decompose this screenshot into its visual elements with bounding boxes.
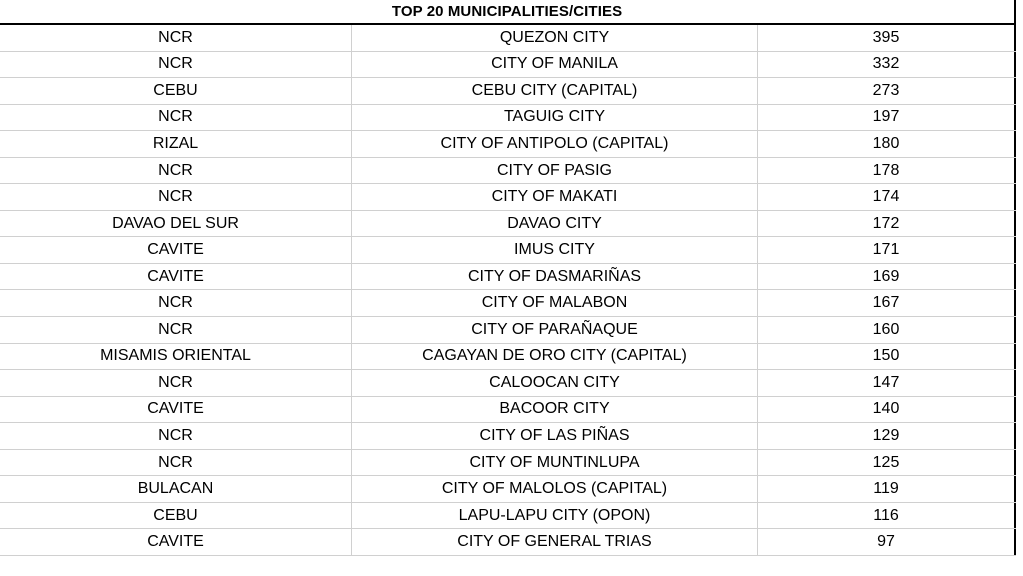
- province-cell[interactable]: NCR: [0, 25, 352, 51]
- province-cell[interactable]: CEBU: [0, 503, 352, 529]
- province-cell[interactable]: NCR: [0, 370, 352, 396]
- city-cell[interactable]: CITY OF LAS PIÑAS: [352, 423, 758, 449]
- table-title: TOP 20 MUNICIPALITIES/CITIES: [0, 0, 1016, 25]
- count-cell[interactable]: 125: [758, 450, 1016, 476]
- count-cell[interactable]: 178: [758, 158, 1016, 184]
- province-cell[interactable]: NCR: [0, 290, 352, 316]
- city-cell[interactable]: CITY OF PARAÑAQUE: [352, 317, 758, 343]
- table-row: [0, 105, 1016, 132]
- province-cell[interactable]: NCR: [0, 423, 352, 449]
- table-row: [0, 264, 1016, 291]
- table-row: [0, 344, 1016, 371]
- table-row: [0, 529, 1016, 556]
- city-cell[interactable]: CITY OF GENERAL TRIAS: [352, 529, 758, 555]
- province-cell[interactable]: CAVITE: [0, 397, 352, 423]
- province-cell[interactable]: NCR: [0, 317, 352, 343]
- count-cell[interactable]: 174: [758, 184, 1016, 210]
- count-cell[interactable]: 172: [758, 211, 1016, 237]
- table-row: [0, 131, 1016, 158]
- count-cell[interactable]: 147: [758, 370, 1016, 396]
- province-cell[interactable]: CAVITE: [0, 529, 352, 555]
- table-row: [0, 290, 1016, 317]
- table-row: [0, 237, 1016, 264]
- count-cell[interactable]: 167: [758, 290, 1016, 316]
- province-cell[interactable]: CEBU: [0, 78, 352, 104]
- city-cell[interactable]: QUEZON CITY: [352, 25, 758, 51]
- table-row: [0, 450, 1016, 477]
- count-cell[interactable]: 169: [758, 264, 1016, 290]
- count-cell[interactable]: 150: [758, 344, 1016, 370]
- province-cell[interactable]: MISAMIS ORIENTAL: [0, 344, 352, 370]
- table-row: [0, 370, 1016, 397]
- city-cell[interactable]: DAVAO CITY: [352, 211, 758, 237]
- table-row: [0, 78, 1016, 105]
- city-cell[interactable]: CITY OF MAKATI: [352, 184, 758, 210]
- province-cell[interactable]: NCR: [0, 184, 352, 210]
- province-cell[interactable]: BULACAN: [0, 476, 352, 502]
- city-cell[interactable]: LAPU-LAPU CITY (OPON): [352, 503, 758, 529]
- count-cell[interactable]: 197: [758, 105, 1016, 131]
- table-row: [0, 158, 1016, 185]
- count-cell[interactable]: 160: [758, 317, 1016, 343]
- province-cell[interactable]: NCR: [0, 105, 352, 131]
- count-cell[interactable]: 171: [758, 237, 1016, 263]
- table-row: [0, 476, 1016, 503]
- table-body: [0, 25, 1016, 556]
- city-cell[interactable]: CITY OF MANILA: [352, 52, 758, 78]
- table-row: [0, 317, 1016, 344]
- table-row: [0, 503, 1016, 530]
- count-cell[interactable]: 97: [758, 529, 1016, 555]
- city-cell[interactable]: CALOOCAN CITY: [352, 370, 758, 396]
- city-cell[interactable]: CITY OF MALOLOS (CAPITAL): [352, 476, 758, 502]
- city-cell[interactable]: CITY OF ANTIPOLO (CAPITAL): [352, 131, 758, 157]
- province-cell[interactable]: NCR: [0, 52, 352, 78]
- city-cell[interactable]: BACOOR CITY: [352, 397, 758, 423]
- city-cell[interactable]: CITY OF MALABON: [352, 290, 758, 316]
- count-cell[interactable]: 129: [758, 423, 1016, 449]
- table-row: [0, 25, 1016, 52]
- city-cell[interactable]: CEBU CITY (CAPITAL): [352, 78, 758, 104]
- province-cell[interactable]: DAVAO DEL SUR: [0, 211, 352, 237]
- count-cell[interactable]: 395: [758, 25, 1016, 51]
- city-cell[interactable]: IMUS CITY: [352, 237, 758, 263]
- count-cell[interactable]: 273: [758, 78, 1016, 104]
- province-cell[interactable]: RIZAL: [0, 131, 352, 157]
- province-cell[interactable]: NCR: [0, 158, 352, 184]
- city-cell[interactable]: CITY OF MUNTINLUPA: [352, 450, 758, 476]
- count-cell[interactable]: 180: [758, 131, 1016, 157]
- table-row: [0, 52, 1016, 79]
- table-row: [0, 184, 1016, 211]
- city-cell[interactable]: TAGUIG CITY: [352, 105, 758, 131]
- count-cell[interactable]: 116: [758, 503, 1016, 529]
- count-cell[interactable]: 140: [758, 397, 1016, 423]
- province-cell[interactable]: NCR: [0, 450, 352, 476]
- province-cell[interactable]: CAVITE: [0, 264, 352, 290]
- table-row: [0, 423, 1016, 450]
- count-cell[interactable]: 119: [758, 476, 1016, 502]
- city-cell[interactable]: CITY OF DASMARIÑAS: [352, 264, 758, 290]
- count-cell[interactable]: 332: [758, 52, 1016, 78]
- province-cell[interactable]: CAVITE: [0, 237, 352, 263]
- table-row: [0, 211, 1016, 238]
- city-cell[interactable]: CITY OF PASIG: [352, 158, 758, 184]
- table-row: [0, 397, 1016, 424]
- city-cell[interactable]: CAGAYAN DE ORO CITY (CAPITAL): [352, 344, 758, 370]
